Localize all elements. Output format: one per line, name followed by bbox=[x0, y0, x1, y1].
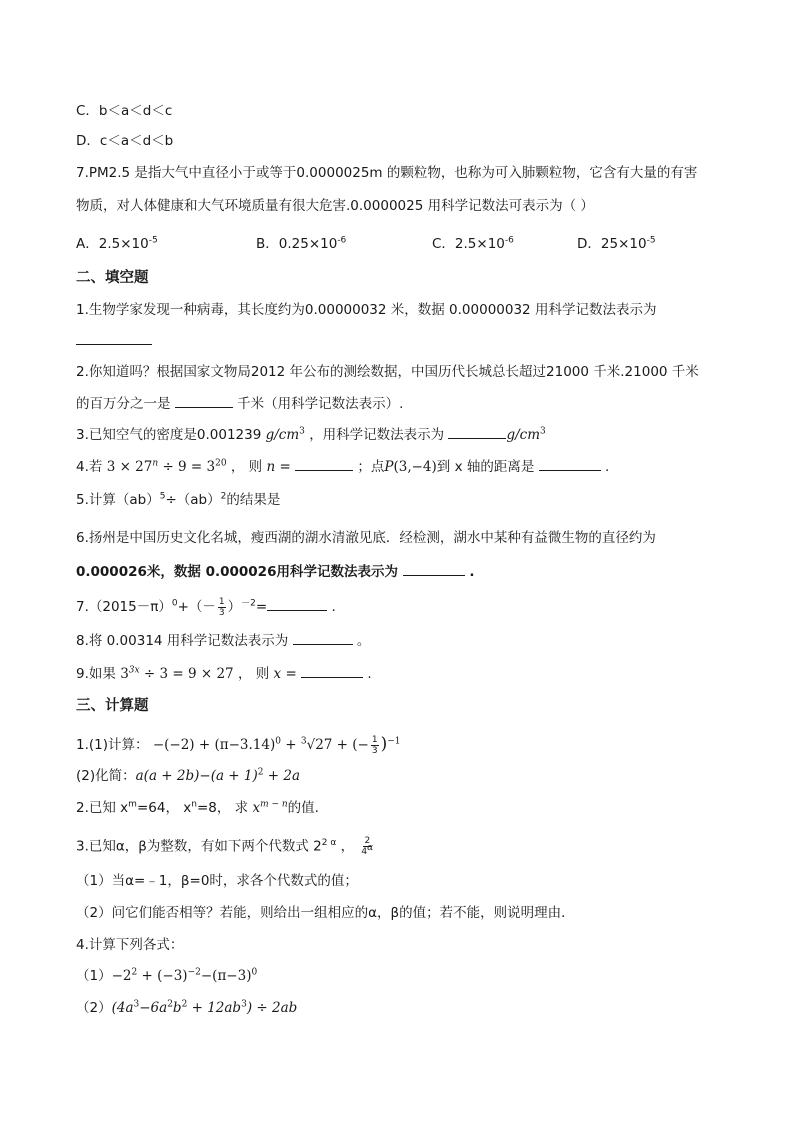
q7-line1: 7.PM2.5 是指大气中直径小于或等于0.0000025m 的颗粒物，也称为可入肺颗粒物，它含有大量的有害 bbox=[76, 165, 698, 181]
s3-q3-1: （1）当α=﹣1，β=0时，求各个代数式的值； bbox=[76, 873, 358, 889]
s2-q1-blank-line bbox=[76, 330, 152, 351]
answer-blank[interactable] bbox=[295, 456, 353, 471]
answer-blank[interactable] bbox=[539, 456, 601, 471]
answer-blank[interactable] bbox=[267, 596, 327, 611]
s2-q4: 4.若 $3 \times 27^n \div 9 = 3^{20}$ ， 则 n = ；点P(3,−4)到 x 轴的距离是 . bbox=[76, 456, 609, 477]
s2-q3: 3.已知空气的密度是0.001239 $g/cm^3$ ，用科学记数法表示为 $g/cm^3$ bbox=[76, 424, 546, 445]
answer-blank[interactable] bbox=[301, 663, 363, 678]
s2-q6-line1: 6.扬州是中国历史文化名城，瘦西湖的湖水清澈见底．经检测，湖水中某种有益微生物的直径约为 bbox=[76, 530, 656, 546]
s2-q5: 5.计算（ab）$^5$÷（ab）$^2$的结果是 bbox=[76, 491, 281, 508]
s2-q2-line2: 的百万分之一是 千米（用科学记数法表示）. bbox=[76, 393, 403, 414]
fraction-one-third: $\frac{1}{3}$ bbox=[218, 596, 225, 618]
answer-blank[interactable] bbox=[293, 630, 353, 645]
answer-blank[interactable] bbox=[403, 561, 465, 576]
s3-q4: 4.计算下列各式： bbox=[76, 937, 184, 953]
answer-blank[interactable] bbox=[175, 393, 233, 408]
answer-blank[interactable] bbox=[76, 330, 152, 345]
section-title-fill-in: 二、填空题 bbox=[76, 270, 149, 286]
s2-q2-line1: 2.你知道吗？根据国家文物局2012 年公布的测绘数据，中国历代长城总长超过21000 千米.21000 千米 bbox=[76, 364, 699, 380]
option-c-prev: C．b＜a＜d＜c bbox=[76, 103, 173, 119]
q7-line2: 物质，对人体健康和大气环境质量有很大危害.0.0000025 用科学记数法可表示为（ ） bbox=[76, 198, 594, 214]
option-d-prev: D．c＜a＜d＜b bbox=[76, 133, 174, 149]
fraction-one-third: $\frac{1}{3}$ bbox=[371, 734, 378, 756]
answer-blank[interactable] bbox=[448, 424, 506, 439]
q7-option-b: B．$0.25\times 10^{-6}$ bbox=[256, 235, 347, 252]
s3-q2: 2.已知 $x^m=64$， $x^n=8$， 求 $x^{m - n}$的值. bbox=[76, 799, 319, 816]
s3-q4-2: $(2)(4a^3-6a^2b^2 + 12ab^3) \div 2ab$ bbox=[76, 999, 298, 1016]
q7-option-c: C．$2.5\times 10^{-6}$ bbox=[432, 235, 514, 252]
s2-q8: 8.将 0.00314 用科学记数法表示为 。 bbox=[76, 630, 370, 651]
s2-q1-line1: 1.生物学家发现一种病毒，其长度约为0.00000032 米，数据 0.00000032 用科学记数法表示为 bbox=[76, 302, 657, 318]
s3-q1-part1: 1.(1)计算： $-(-2) + (\pi-3.14)^0 + ^3√27$ + (− $\frac{1}{3}$ )$^{-1}$ bbox=[76, 734, 401, 756]
s3-q4-1: $(1)-2^2 + (-3)^{-2}-(\pi-3)^0$ bbox=[76, 967, 258, 984]
q7-option-d: D．$25\times 10^{-5}$ bbox=[577, 235, 656, 252]
s2-q7: $7.(2015-\pi)^0+(-$ $\frac{1}{3}$ ）$^{-2}$= . bbox=[76, 596, 336, 618]
s3-q1-part2: (2)化简：$a(a + 2b)-(a + 1)^2 + 2a$ bbox=[76, 767, 301, 784]
s2-q9: 9.如果 $3^{3x} \div 3 = 9 \times 27$ ， 则 x = . bbox=[76, 663, 372, 684]
s3-q3-2: （2）问它们能否相等？若能，则给出一组相应的α，β的值；若不能，则说明理由． bbox=[76, 905, 575, 921]
s2-q6-line2: 0.000026米，数据 0.000026用科学记数法表示为 . bbox=[76, 561, 475, 582]
s3-q3: 3.已知α，β为整数，有如下两个代数式 $2^{2 \alpha}$ ， $\frac{2}{4^\alpha}$ bbox=[76, 836, 374, 857]
section-title-calculation: 三、计算题 bbox=[76, 698, 149, 714]
fraction-two-over-four-alpha: $\frac{2}{4^\alpha}$ bbox=[361, 836, 374, 857]
q7-option-a: A．$2.5\times 10^{-5}$ bbox=[76, 235, 158, 252]
